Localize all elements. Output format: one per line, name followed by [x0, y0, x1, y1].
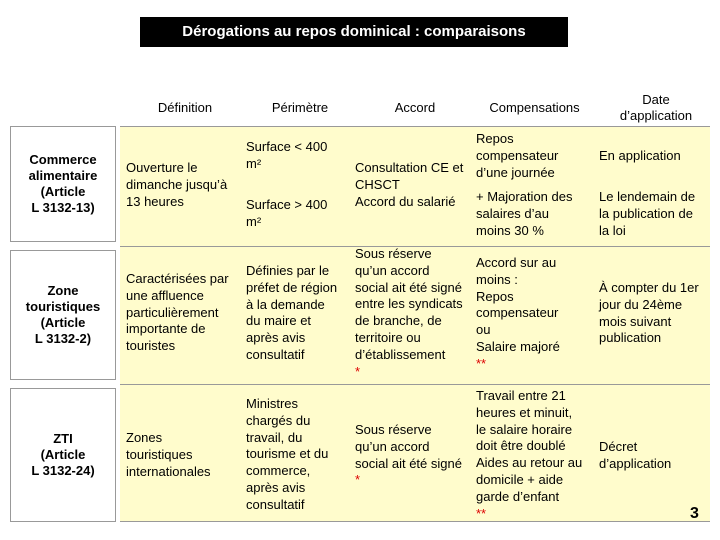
- cell-line: Repos: [476, 131, 514, 146]
- header-date-line1: Date: [642, 92, 670, 107]
- row-label-line: Zone: [47, 283, 79, 298]
- header-definition: Définition: [157, 100, 213, 115]
- cell-line: touristes: [126, 338, 176, 354]
- cell-line: qu’un accord: [355, 262, 430, 278]
- cell-line: publication: [599, 330, 662, 346]
- row-label-line: (Article: [40, 184, 86, 199]
- cell-line: tourisme et du: [246, 446, 329, 462]
- cell-line: de branche, de: [355, 313, 442, 329]
- header-compensations: Compensations: [489, 100, 580, 115]
- cell-date: [599, 280, 699, 347]
- cell-line: Consultation CE et: [355, 160, 464, 175]
- cell-line: dimanche jusqu’à: [126, 176, 228, 192]
- double-asterisk-note: **: [476, 355, 487, 371]
- page-number: 3: [690, 505, 699, 522]
- cell-accord: [355, 246, 463, 380]
- double-asterisk-note: **: [476, 505, 487, 521]
- cell-compensations: [476, 388, 582, 522]
- cell-line: particulièrement: [126, 304, 219, 320]
- cell-date-lendemain: [599, 189, 695, 239]
- cell-line: Définies par le: [246, 263, 330, 278]
- cell-definition: [126, 271, 229, 355]
- row-label-line: alimentaire: [28, 168, 98, 183]
- cell-line: importante de: [126, 321, 206, 337]
- cell-line: 13 heures: [126, 193, 184, 209]
- cell-line: + Majoration des: [476, 189, 573, 204]
- cell-line: doit être doublé: [476, 438, 566, 454]
- cell-line: à la demande: [246, 296, 325, 312]
- cell-line: touristiques: [126, 446, 193, 462]
- cell-line: d’établissement: [355, 346, 446, 362]
- cell-line: chargés du: [246, 412, 311, 428]
- cell-line: mois suivant: [599, 313, 672, 329]
- cell-line: jour du 24ème: [599, 296, 683, 312]
- cell-accord: [355, 160, 463, 210]
- cell-line: Zones: [126, 430, 163, 445]
- cell-line: après avis: [246, 330, 306, 346]
- row-label-line: L 3132-24): [31, 463, 95, 478]
- cell-line: social ait été signé: [355, 455, 462, 471]
- cell-line: la loi: [599, 222, 626, 238]
- cell-definition: [126, 160, 227, 210]
- cell-line: consultatif: [246, 496, 305, 512]
- cell-line: du maire et: [246, 313, 312, 329]
- cell-line: compensateur: [476, 147, 559, 163]
- cell-line: social ait été signé: [355, 279, 462, 295]
- row-label-line: touristiques: [25, 299, 101, 314]
- cell-line: commerce,: [246, 463, 311, 479]
- cell-line: d’application: [599, 455, 672, 471]
- cell-line: Ministres: [246, 396, 299, 411]
- cell-line: Caractérisées par: [126, 271, 229, 286]
- row-label-zone-touristiques: [10, 250, 116, 380]
- cell-date-application: [599, 148, 681, 165]
- cell-line: m²: [246, 155, 262, 171]
- cell-line: m²: [246, 213, 262, 229]
- cell-line: préfet de région: [246, 279, 338, 295]
- header-date-line2: d’application: [619, 108, 693, 123]
- cell-line: Repos: [476, 288, 514, 304]
- cell-line: Travail entre 21: [476, 388, 566, 403]
- cell-definition: [126, 430, 211, 480]
- cell-line: compensateur: [476, 305, 559, 321]
- row-label-line: (Article: [40, 447, 86, 462]
- cell-perimetre: [246, 396, 328, 514]
- cell-line: la publication de: [599, 205, 693, 221]
- cell-line: le salaire horaire: [476, 421, 573, 437]
- row-label-line: Commerce: [29, 152, 97, 167]
- row-label-line: L 3132-2): [34, 331, 92, 346]
- cell-line: Accord sur au: [476, 255, 557, 270]
- cell-line: heures et minuit,: [476, 404, 573, 420]
- cell-line: salaires d’au: [476, 205, 549, 221]
- cell-line: À compter du 1er: [599, 280, 699, 295]
- cell-compensations: [476, 255, 560, 373]
- cell-line: Sous réserve: [355, 246, 432, 261]
- cell-accord: [355, 422, 462, 489]
- cell-perimetre-large: [246, 197, 327, 231]
- asterisk-note: *: [355, 472, 361, 488]
- cell-line: Surface < 400: [246, 139, 328, 154]
- cell-compensations-repos: [476, 131, 558, 181]
- cell-line: territoire ou: [355, 329, 421, 345]
- cell-line: consultatif: [246, 346, 305, 362]
- cell-line: Surface > 400: [246, 197, 328, 212]
- row-label-line: L 3132-13): [31, 200, 95, 215]
- page-title: Dérogations au repos dominical : comparaisons: [140, 17, 568, 47]
- row-label-line: ZTI: [53, 431, 73, 446]
- cell-line: ou: [476, 322, 491, 338]
- cell-line: entre les syndicats: [355, 296, 463, 312]
- cell-line: moins :: [476, 271, 518, 287]
- cell-line: Le lendemain de: [599, 189, 696, 204]
- header-accord: Accord: [394, 100, 436, 115]
- cell-line: travail, du: [246, 429, 303, 445]
- cell-line: En application: [599, 148, 681, 163]
- row-divider: [120, 384, 710, 385]
- asterisk-note: *: [355, 363, 361, 379]
- cell-compensations-majoration: [476, 189, 572, 239]
- cell-line: garde d’enfant: [476, 488, 560, 504]
- header-perimetre: Périmètre: [271, 100, 329, 115]
- cell-line: CHSCT: [355, 176, 400, 192]
- cell-perimetre: [246, 263, 337, 364]
- row-label-zti: [10, 388, 116, 522]
- row-label-commerce: [10, 126, 116, 242]
- cell-line: Aides au retour au: [476, 455, 583, 471]
- cell-line: internationales: [126, 463, 211, 479]
- header-date: [600, 92, 712, 124]
- cell-line: Ouverture le: [126, 160, 198, 175]
- cell-line: Salaire majoré: [476, 338, 560, 354]
- cell-line: Décret: [599, 439, 638, 454]
- cell-line: domicile + aide: [476, 471, 564, 487]
- cell-perimetre-small: [246, 139, 327, 173]
- cell-line: d’une journée: [476, 164, 555, 180]
- cell-line: Sous réserve: [355, 422, 432, 437]
- row-label-line: (Article: [40, 315, 86, 330]
- cell-date: [599, 439, 671, 473]
- cell-line: une affluence: [126, 287, 204, 303]
- cell-line: moins 30 %: [476, 222, 544, 238]
- cell-line: après avis: [246, 479, 306, 495]
- cell-line: Accord du salarié: [355, 193, 456, 209]
- cell-line: qu’un accord: [355, 438, 430, 454]
